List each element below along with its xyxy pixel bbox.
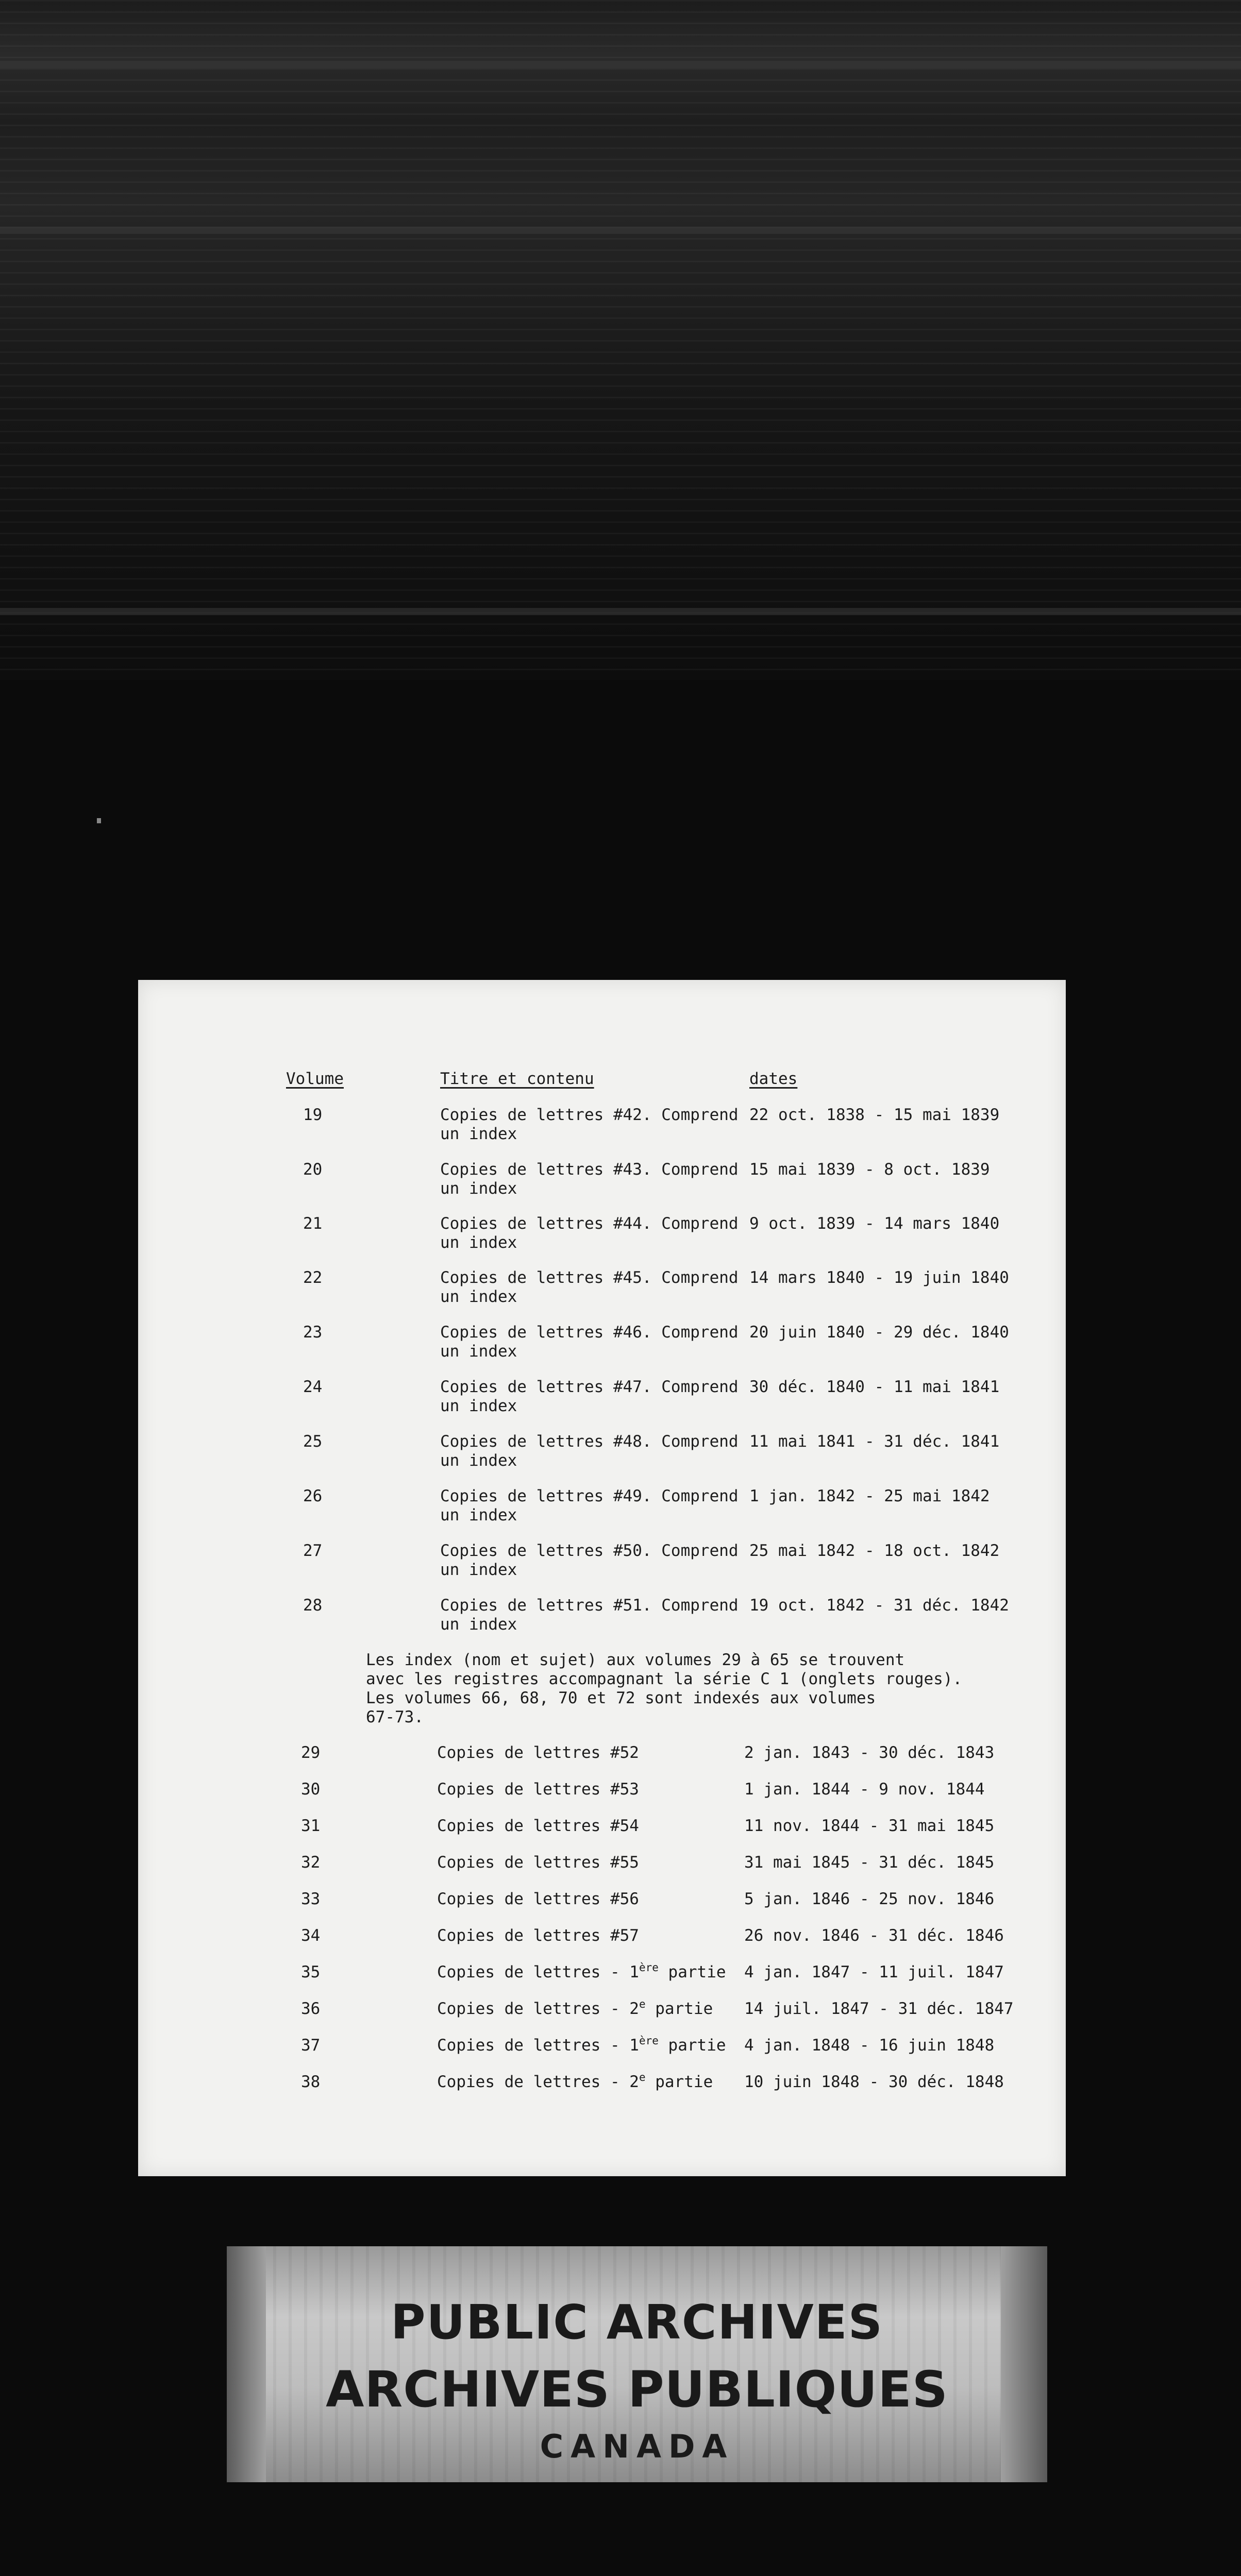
- table-row: [138, 1853, 1066, 1884]
- volume-dates: 19 oct. 1842 - 31 déc. 1842: [749, 1596, 1009, 1615]
- table-row: [138, 1926, 1066, 1957]
- film-band: [0, 61, 1241, 68]
- volume-number: 21: [303, 1214, 323, 1233]
- header-title: Titre et contenu: [440, 1070, 594, 1088]
- film-speck: [97, 818, 101, 823]
- volume-number: 27: [303, 1541, 323, 1560]
- film-band: [0, 227, 1241, 234]
- volume-title: Copies de lettres #52: [437, 1743, 639, 1762]
- stamp-line-english: PUBLIC ARCHIVES: [391, 2295, 883, 2350]
- volume-number: 28: [303, 1596, 323, 1615]
- table-row: [138, 1743, 1066, 1774]
- index-note: Les index (nom et sujet) aux volumes 29 à 65 se trouvent avec les registres accompagnant la série C 1 (onglets rouges). Les volumes 66, 68, 70 et 72 sont indexés aux volumes 67-73.: [366, 1651, 963, 1726]
- table-row: [138, 1323, 1066, 1369]
- volume-number: 33: [301, 1890, 321, 1908]
- volume-number: 20: [303, 1160, 323, 1179]
- volume-dates: 30 déc. 1840 - 11 mai 1841: [749, 1378, 1000, 1396]
- volume-number: 26: [303, 1487, 323, 1505]
- volume-title: Copies de lettres #51. Comprend un index: [440, 1596, 739, 1634]
- volume-title: Copies de lettres #56: [437, 1890, 639, 1908]
- volume-number: 37: [301, 2036, 321, 2055]
- table-row: [138, 1596, 1066, 1642]
- microfilm-leader: [0, 0, 1241, 680]
- table-row: [138, 2036, 1066, 2067]
- volume-title: Copies de lettres #46. Comprend un index: [440, 1323, 739, 1361]
- volume-title: Copies de lettres - 2e partie: [437, 2071, 713, 2091]
- volume-number: 30: [301, 1780, 321, 1799]
- table-row: [138, 1817, 1066, 1848]
- volume-title: Copies de lettres #49. Comprend un index: [440, 1487, 739, 1524]
- header-dates: dates: [749, 1070, 798, 1088]
- volume-title: Copies de lettres #43. Comprend un index: [440, 1160, 739, 1198]
- volume-listing: [138, 980, 1066, 2176]
- table-row: [138, 1214, 1066, 1261]
- volume-number: 22: [303, 1268, 323, 1287]
- volume-dates: 1 jan. 1842 - 25 mai 1842: [749, 1487, 990, 1505]
- film-band: [0, 608, 1241, 615]
- table-row: [138, 1160, 1066, 1207]
- table-row: [138, 1963, 1066, 1994]
- volume-dates: 2 jan. 1843 - 30 déc. 1843: [744, 1743, 995, 1762]
- volume-title: Copies de lettres #50. Comprend un index: [440, 1541, 739, 1579]
- volume-dates: 31 mai 1845 - 31 déc. 1845: [744, 1853, 995, 1872]
- stamp-line-french: ARCHIVES PUBLIQUES: [326, 2361, 948, 2418]
- volume-title: Copies de lettres - 2e partie: [437, 1998, 713, 2018]
- volume-title: Copies de lettres #55: [437, 1853, 639, 1872]
- table-row: [138, 1487, 1066, 1533]
- volume-title: Copies de lettres #47. Comprend un index: [440, 1378, 739, 1415]
- table-row: [138, 1432, 1066, 1479]
- volume-number: 24: [303, 1378, 323, 1396]
- volume-dates: 20 juin 1840 - 29 déc. 1840: [749, 1323, 1009, 1342]
- volume-dates: 11 mai 1841 - 31 déc. 1841: [749, 1432, 1000, 1451]
- volume-title: Copies de lettres #53: [437, 1780, 639, 1799]
- volume-dates: 22 oct. 1838 - 15 mai 1839: [749, 1106, 1000, 1124]
- stamp-line-country: CANADA: [540, 2428, 734, 2465]
- volume-number: 25: [303, 1432, 323, 1451]
- volume-title: Copies de lettres #44. Comprend un index: [440, 1214, 739, 1252]
- volume-number: 32: [301, 1853, 321, 1872]
- table-row: [138, 2073, 1066, 2104]
- volume-number: 23: [303, 1323, 323, 1342]
- table-row: [138, 1106, 1066, 1152]
- volume-number: 29: [301, 1743, 321, 1762]
- table-row: [138, 1268, 1066, 1315]
- table-row: [138, 1890, 1066, 1921]
- volume-title: Copies de lettres - 1ère partie: [437, 2035, 726, 2055]
- volume-dates: 5 jan. 1846 - 25 nov. 1846: [744, 1890, 995, 1908]
- table-row: [138, 1378, 1066, 1424]
- volume-number: 19: [303, 1106, 323, 1124]
- volume-title: Copies de lettres #54: [437, 1817, 639, 1835]
- volume-number: 35: [301, 1963, 321, 1981]
- archives-stamp: [227, 2246, 1047, 2482]
- volume-dates: 4 jan. 1848 - 16 juin 1848: [744, 2036, 995, 2055]
- volume-number: 34: [301, 1926, 321, 1945]
- volume-dates: 4 jan. 1847 - 11 juil. 1847: [744, 1963, 1004, 1981]
- volume-title: Copies de lettres #48. Comprend un index: [440, 1432, 739, 1470]
- volume-title: Copies de lettres #45. Comprend un index: [440, 1268, 739, 1306]
- volume-dates: 15 mai 1839 - 8 oct. 1839: [749, 1160, 990, 1179]
- volume-dates: 10 juin 1848 - 30 déc. 1848: [744, 2073, 1004, 2091]
- volume-dates: 11 nov. 1844 - 31 mai 1845: [744, 1817, 995, 1835]
- table-row: [138, 1780, 1066, 1811]
- volume-dates: 25 mai 1842 - 18 oct. 1842: [749, 1541, 1000, 1560]
- volume-dates: 14 juil. 1847 - 31 déc. 1847: [744, 1999, 1014, 2018]
- table-row: [138, 1999, 1066, 2030]
- table-row: [138, 1541, 1066, 1588]
- volume-number: 36: [301, 1999, 321, 2018]
- header-volume: Volume: [286, 1070, 344, 1088]
- volume-dates: 26 nov. 1846 - 31 déc. 1846: [744, 1926, 1004, 1945]
- volume-number: 31: [301, 1817, 321, 1835]
- volume-dates: 9 oct. 1839 - 14 mars 1840: [749, 1214, 1000, 1233]
- document-page: [138, 980, 1066, 2176]
- volume-number: 38: [301, 2073, 321, 2091]
- volume-title: Copies de lettres #57: [437, 1926, 639, 1945]
- volume-title: Copies de lettres - 1ère partie: [437, 1961, 726, 1981]
- volume-title: Copies de lettres #42. Comprend un index: [440, 1106, 739, 1143]
- volume-dates: 14 mars 1840 - 19 juin 1840: [749, 1268, 1009, 1287]
- volume-dates: 1 jan. 1844 - 9 nov. 1844: [744, 1780, 985, 1799]
